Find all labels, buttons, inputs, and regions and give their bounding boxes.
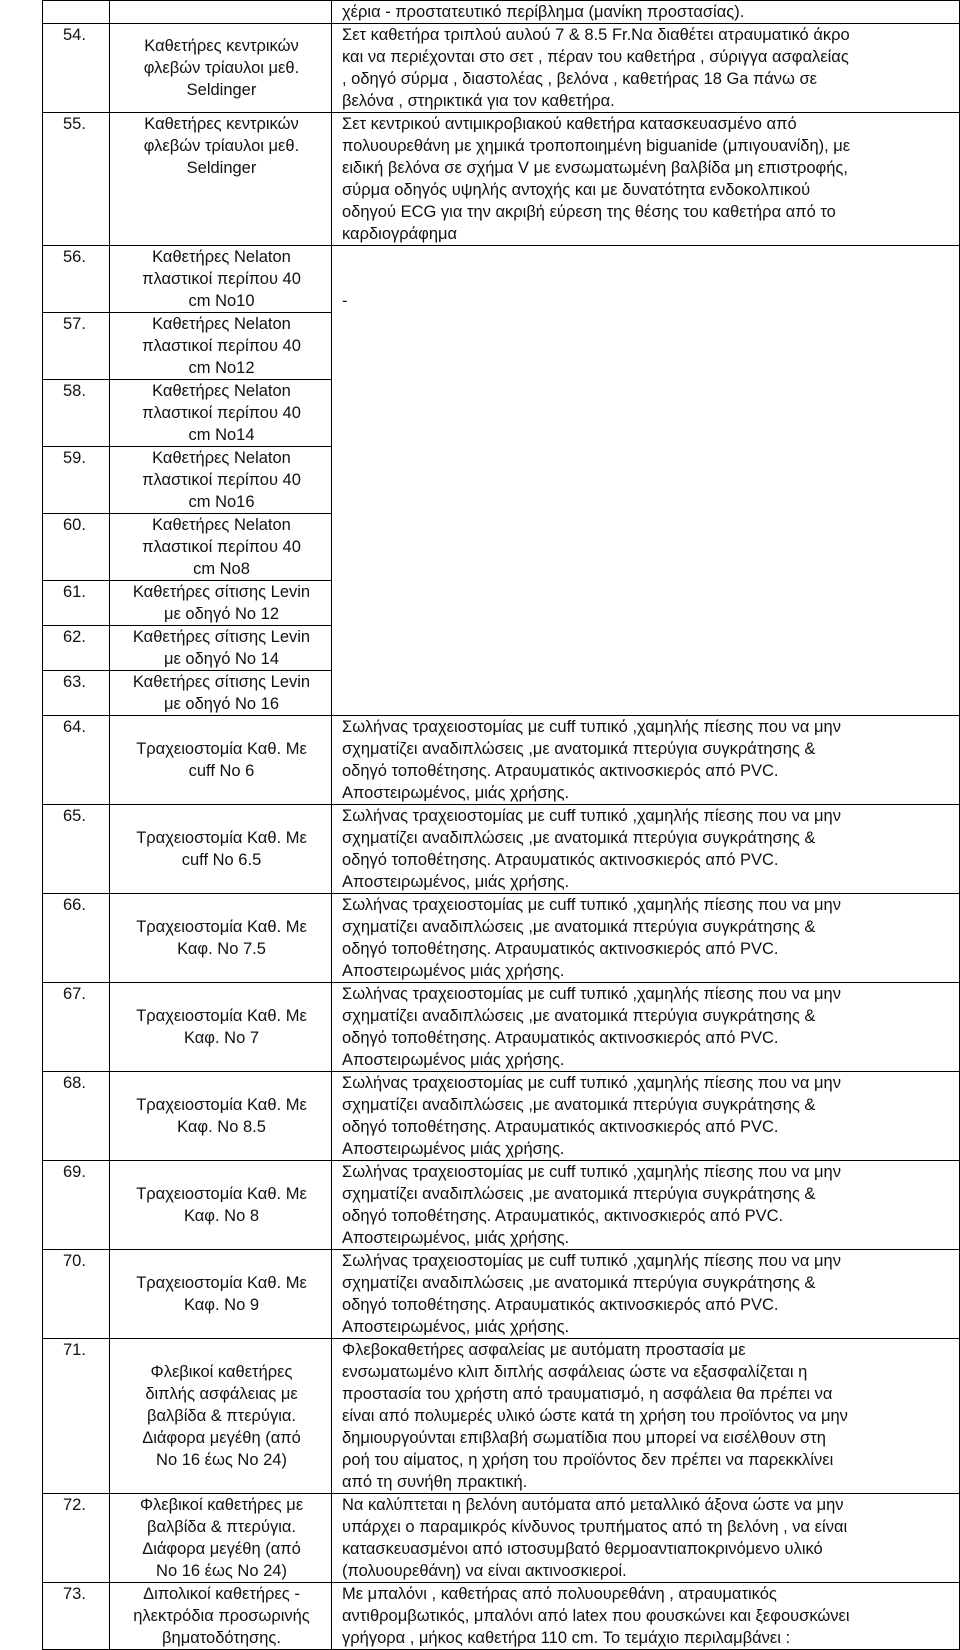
name-line: Νο 16 έως Νο 24) [156, 1562, 287, 1580]
name-line: βαλβίδα & πτερύγια. [146, 1407, 297, 1425]
item-number: 69. [43, 1161, 110, 1250]
desc-line: οδηγό τοποθέτησης. Ατραυματικός ακτινοσκιερός από PVC. [342, 1029, 779, 1047]
desc-line: γρήγορα , μήκος καθετήρα 110 cm. Το τεμάχιο περιλαμβάνει : [342, 1629, 791, 1647]
name-line: Καθετήρες κεντρικών [144, 115, 299, 133]
desc-line: είναι από πολυμερές υλικό ώστε κατά τη χρήση του προϊόντος να μην [342, 1407, 848, 1425]
item-number: 60. [43, 514, 110, 581]
item-name [110, 626, 332, 671]
item-number: 68. [43, 1072, 110, 1161]
item-name [110, 113, 332, 246]
desc-line: οδηγό τοποθέτησης. Ατραυματικός ακτινοσκιερός από PVC. [342, 1118, 779, 1136]
item-name [110, 447, 332, 514]
desc-line: Σωλήνας τραχειοστομίας με cuff τυπικό ,χαμηλής πίεσης που να μην [342, 1074, 841, 1092]
name-line: Τραχειοστομία Καθ. Με [136, 829, 307, 847]
name-line: Διάφορα μεγέθη (από [142, 1429, 301, 1447]
name-line: Καθετήρες Nelaton [152, 449, 291, 467]
item-name [110, 1583, 332, 1650]
name-line: Διάφορα μεγέθη (από [142, 1540, 301, 1558]
desc-line: Σωλήνας τραχειοστομίας με cuff τυπικό ,χαμηλής πίεσης που να μην [342, 985, 841, 1003]
name-line: Τραχειοστομία Καθ. Με [136, 1096, 307, 1114]
item-description [332, 805, 960, 894]
desc-line: πολυουρεθάνη με χημικά τροποποιημένη biguanide (μπιγουανίδη), με [342, 137, 851, 155]
table-row [43, 1339, 960, 1494]
name-line: Καθετήρες σίτισης Levin [132, 673, 311, 691]
table-row [43, 983, 960, 1072]
desc-line: σχηματίζει αναδιπλώσεις ,με ανατομικά πτερύγια συγκράτησης & [342, 1007, 816, 1025]
desc-line: χέρια - προστατευτικό περίβλημα (μανίκη προστασίας). [342, 3, 745, 21]
item-number: 63. [43, 671, 110, 716]
item-number: 61. [43, 581, 110, 626]
item-number: 66. [43, 894, 110, 983]
name-line: πλαστικοί περίπου 40 [142, 337, 301, 355]
item-description [332, 983, 960, 1072]
desc-line: οδηγό τοποθέτησης. Ατραυματικός ακτινοσκιερός από PVC. [342, 1296, 779, 1314]
name-line: Τραχειοστομία Καθ. Με [136, 1274, 307, 1292]
item-description [332, 113, 960, 246]
name-line: πλαστικοί περίπου 40 [142, 538, 301, 556]
name-line: Φλεβικοί καθετήρες με [139, 1496, 304, 1514]
name-line: Καφ. Νο 8 [183, 1207, 260, 1225]
item-number: 58. [43, 380, 110, 447]
desc-line: Αποστειρωμένος μιάς χρήσης. [342, 1140, 565, 1158]
desc-line: σχηματίζει αναδιπλώσεις ,με ανατομικά πτερύγια συγκράτησης & [342, 918, 816, 936]
item-name [110, 1, 332, 24]
desc-line: από τη συνήθη πρακτική. [342, 1473, 528, 1491]
desc-line: οδηγό τοποθέτησης. Ατραυματικός ακτινοσκιερός από PVC. [342, 940, 779, 958]
table-row [43, 1072, 960, 1161]
name-line: cm Νο10 [188, 292, 255, 310]
item-name [110, 1072, 332, 1161]
item-number [43, 1, 110, 24]
desc-line: Φλεβοκαθετήρες ασφαλείας με αυτόματη προστασία με [342, 1341, 746, 1359]
item-name [110, 313, 332, 380]
dash-placeholder: - [342, 292, 348, 310]
item-number: 67. [43, 983, 110, 1072]
desc-line: σχηματίζει αναδιπλώσεις ,με ανατομικά πτερύγια συγκράτησης & [342, 1274, 816, 1292]
name-line: Καθετήρες Nelaton [152, 248, 291, 266]
item-description [332, 1161, 960, 1250]
specification-table [42, 0, 960, 1650]
name-line: cm Νο16 [188, 493, 255, 511]
name-line: Καφ. Νο 9 [183, 1296, 260, 1314]
item-name [110, 514, 332, 581]
item-description [332, 716, 960, 805]
item-name [110, 805, 332, 894]
desc-line: οδηγού ECG για την ακριβή εύρεση της θέσης του καθετήρα από το [342, 203, 836, 221]
name-line: Διπολικοί καθετήρες - [143, 1585, 300, 1603]
item-name [110, 716, 332, 805]
item-number: 54. [43, 24, 110, 113]
desc-line: προστασία του χρήστη από τραυματισμό, η ασφάλεια θα πρέπει να [342, 1385, 833, 1403]
table-row [43, 1494, 960, 1583]
desc-line: Με μπαλόνι , καθετήρας από πολυουρεθάνη , ατραυματικός [342, 1585, 777, 1603]
desc-line: και να περιέχονται στο σετ , πέραν του καθετήρα , σύριγγα ασφαλείας [342, 48, 849, 66]
desc-line: Σωλήνας τραχειοστομίας με cuff τυπικό ,χαμηλής πίεσης που να μην [342, 718, 841, 736]
item-name [110, 1250, 332, 1339]
table-row [43, 246, 960, 313]
name-line: Τραχειοστομία Καθ. Με [136, 918, 307, 936]
table-row [43, 805, 960, 894]
desc-line: Αποστειρωμένος, μιάς χρήσης. [342, 1318, 570, 1336]
desc-line: Αποστειρωμένος μιάς χρήσης. [342, 962, 565, 980]
desc-line: καρδιογράφημα [342, 225, 458, 243]
item-number: 55. [43, 113, 110, 246]
name-line: βηματοδότησης. [162, 1629, 281, 1647]
name-line: cuff Νο 6 [188, 762, 255, 780]
item-name [110, 1339, 332, 1494]
desc-line: Αποστειρωμένος, μιάς χρήσης. [342, 784, 570, 802]
desc-line: σύρμα οδηγός υψηλής αντοχής και με δυνατότητα ενδοκολπικού [342, 181, 811, 199]
item-description [332, 894, 960, 983]
item-number: 71. [43, 1339, 110, 1494]
name-line: cm Νο14 [188, 426, 255, 444]
name-line: πλαστικοί περίπου 40 [142, 404, 301, 422]
desc-line: Σετ κεντρικού αντιμικροβιακού καθετήρα κατασκευασμένο από [342, 115, 797, 133]
name-line: πλαστικοί περίπου 40 [142, 270, 301, 288]
desc-line: Αποστειρωμένος, μιάς χρήσης. [342, 1229, 570, 1247]
name-line: Καφ. Νο 7.5 [177, 940, 266, 958]
item-number: 65. [43, 805, 110, 894]
name-line: cm Νο8 [193, 560, 250, 578]
item-name [110, 1494, 332, 1583]
name-line: Καφ. Νο 8.5 [177, 1118, 266, 1136]
name-line: Καθετήρες Nelaton [152, 382, 291, 400]
name-line: ηλεκτρόδια προσωρινής [133, 1607, 310, 1625]
name-line: πλαστικοί περίπου 40 [142, 471, 301, 489]
desc-line: (πολυουρεθάνη) να είναι ακτινοσκιεροί. [342, 1562, 627, 1580]
desc-line: οδηγό τοποθέτησης. Ατραυματικός ακτινοσκιερός από PVC. [342, 851, 779, 869]
name-line: cuff Νο 6.5 [181, 851, 262, 869]
desc-line: Σωλήνας τραχειοστομίας με cuff τυπικό ,χαμηλής πίεσης που να μην [342, 807, 841, 825]
item-name [110, 983, 332, 1072]
table-row [43, 1161, 960, 1250]
name-line: με οδηγό Νο 16 [163, 695, 280, 713]
name-line: Καθετήρες σίτισης Levin [132, 628, 311, 646]
name-line: Νο 16 έως Νο 24) [156, 1451, 287, 1469]
item-name [110, 24, 332, 113]
desc-line: υπάρχει ο παραμικρός κίνδυνος τρυπήματος από τη βελόνη , να είναι [342, 1518, 848, 1536]
name-line: Καφ. Νο 7 [183, 1029, 260, 1047]
name-line: Τραχειοστομία Καθ. Με [136, 1185, 307, 1203]
item-name [110, 581, 332, 626]
item-description-merged [332, 246, 960, 716]
name-line: φλεβών τρίαυλοι μεθ. [143, 137, 300, 155]
desc-line: οδηγό τοποθέτησης. Ατραυματικός, ακτινοσκιερός από PVC. [342, 1207, 784, 1225]
desc-line: ενσωματωμένο κλιπ διπλής ασφάλειας ώστε να εξασφαλίζεται η [342, 1363, 808, 1381]
table-row [43, 716, 960, 805]
item-number: 62. [43, 626, 110, 671]
desc-line: Να καλύπτεται η βελόνη αυτόματα από μεταλλικό άξονα ώστε να μην [342, 1496, 844, 1514]
item-name [110, 894, 332, 983]
item-description [332, 1494, 960, 1583]
item-name [110, 246, 332, 313]
desc-line: κατασκευασμένοι από ιστοσυμβατό θερμοαντιαποκρινόμενο υλικό [342, 1540, 823, 1558]
table-row [43, 1, 960, 24]
item-name [110, 380, 332, 447]
name-line: Καθετήρες Nelaton [152, 315, 291, 333]
desc-line: βελόνα , στηρικτικά για τον καθετήρα. [342, 92, 615, 110]
desc-line: Αποστειρωμένος μιάς χρήσης. [342, 1051, 565, 1069]
desc-line: δημιουργούνται επιβλαβή σωματίδια που μπορεί να εισέλθουν στη [342, 1429, 826, 1447]
name-line: Καθετήρες σίτισης Levin [132, 583, 311, 601]
name-line: με οδηγό Νο 14 [163, 650, 280, 668]
name-line: Καθετήρες Nelaton [152, 516, 291, 534]
desc-line: Αποστειρωμένος, μιάς χρήσης. [342, 873, 570, 891]
table-row [43, 113, 960, 246]
name-line: βαλβίδα & πτερύγια. [146, 1518, 297, 1536]
desc-line: Σωλήνας τραχειοστομίας με cuff τυπικό ,χαμηλής πίεσης που να μην [342, 896, 841, 914]
desc-line: σχηματίζει αναδιπλώσεις ,με ανατομικά πτερύγια συγκράτησης & [342, 740, 816, 758]
name-line: Seldinger [186, 159, 257, 177]
desc-line: Σωλήνας τραχειοστομίας με cuff τυπικό ,χαμηλής πίεσης που να μην [342, 1252, 841, 1270]
name-line: Φλεβικοί καθετήρες [150, 1363, 293, 1381]
desc-line: Σωλήνας τραχειοστομίας με cuff τυπικό ,χαμηλής πίεσης που να μην [342, 1163, 841, 1181]
item-description [332, 24, 960, 113]
item-description [332, 1, 960, 24]
name-line: με οδηγό Νο 12 [163, 605, 280, 623]
name-line: Τραχειοστομία Καθ. Με [136, 740, 307, 758]
item-number: 72. [43, 1494, 110, 1583]
item-number: 59. [43, 447, 110, 514]
desc-line: σχηματίζει αναδιπλώσεις ,με ανατομικά πτερύγια συγκράτησης & [342, 1096, 816, 1114]
item-number: 73. [43, 1583, 110, 1650]
table-row [43, 24, 960, 113]
desc-line: αντιθρομβωτικός, μπαλόνι από latex που φουσκώνει και ξεφουσκώνει [342, 1607, 850, 1625]
item-number: 56. [43, 246, 110, 313]
table-row [43, 1250, 960, 1339]
desc-line: σχηματίζει αναδιπλώσεις ,με ανατομικά πτερύγια συγκράτησης & [342, 1185, 816, 1203]
item-description [332, 1583, 960, 1650]
name-line: Seldinger [186, 81, 257, 99]
desc-line: Σετ καθετήρα τριπλού αυλού 7 & 8.5 Fr.Να διαθέτει ατραυματικό άκρο [342, 26, 850, 44]
table-row [43, 1583, 960, 1650]
item-description [332, 1250, 960, 1339]
table-row [43, 894, 960, 983]
item-name [110, 671, 332, 716]
item-number: 70. [43, 1250, 110, 1339]
desc-line: οδηγό τοποθέτησης. Ατραυματικός ακτινοσκιερός από PVC. [342, 762, 779, 780]
item-description [332, 1339, 960, 1494]
name-line: cm Νο12 [188, 359, 255, 377]
name-line: φλεβών τρίαυλοι μεθ. [143, 59, 300, 77]
item-number: 57. [43, 313, 110, 380]
desc-line: ροή του αίματος, η χρήση του προϊόντος δεν πρέπει να παρεκκλίνει [342, 1451, 834, 1469]
item-description [332, 1072, 960, 1161]
desc-line: , οδηγό σύρμα , διαστολέας , βελόνα , καθετήρας 18 Ga πάνω σε [342, 70, 817, 88]
item-name [110, 1161, 332, 1250]
item-number: 64. [43, 716, 110, 805]
name-line: διπλής ασφάλειας με [145, 1385, 298, 1403]
desc-line: σχηματίζει αναδιπλώσεις ,με ανατομικά πτερύγια συγκράτησης & [342, 829, 816, 847]
name-line: Τραχειοστομία Καθ. Με [136, 1007, 307, 1025]
name-line: Καθετήρες κεντρικών [144, 37, 299, 55]
desc-line: ειδική βελόνα σε σχήμα V με ενσωματωμένη βαλβίδα μη επιστροφής, [342, 159, 848, 177]
